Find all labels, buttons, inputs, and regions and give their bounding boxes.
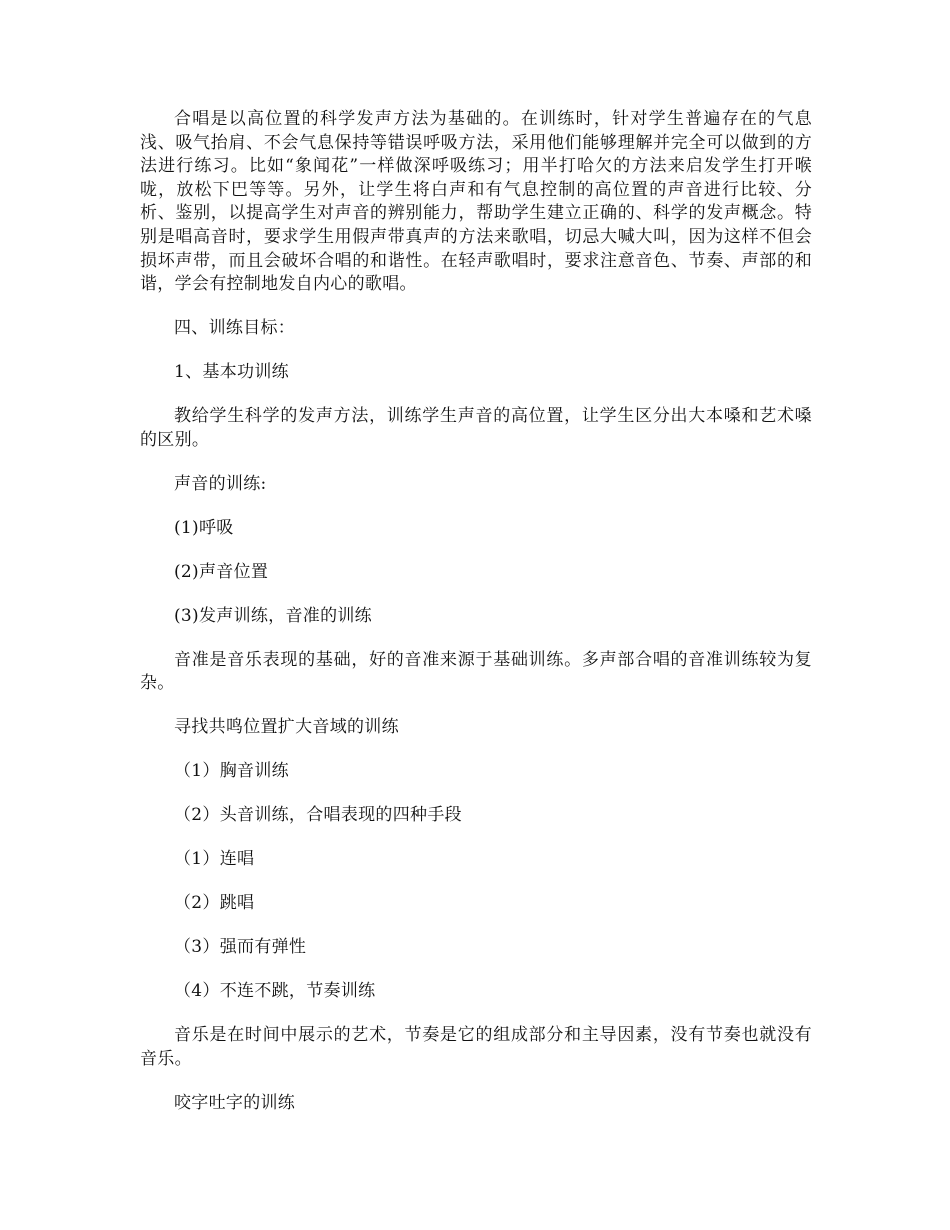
list-item: (3)发声训练，音准的训练 [174,605,372,626]
heading-voice-training: 声音的训练: [174,473,267,494]
list-item: （2）跳唱 [174,893,255,914]
heading-diction-training: 咬字吐字的训练 [174,1092,296,1113]
document-body [140,108,812,1115]
heading-basic-training: 1、基本功训练 [174,362,289,383]
list-item: （4）不连不跳，节奏训练 [174,981,376,1002]
heading-training-goals: 四、训练目标： [174,318,296,339]
list-item: （2）头音训练，合唱表现的四种手段 [174,805,462,826]
list-item: （3）强而有弹性 [174,937,307,958]
list-item: (1)呼吸 [174,517,234,538]
list-item: （1）胸音训练 [174,761,289,782]
paragraph-intonation: 音准是音乐表现的基础，好的音准来源于基础训练。多声部合唱的音准训练较为复杂。 [140,649,812,694]
heading-resonance-training: 寻找共鸣位置扩大音域的训练 [174,717,399,738]
paragraph-vocal-method: 教给学生科学的发声方法，训练学生声音的高位置，让学生区分出大本嗓和艺术嗓的区别。 [140,406,812,450]
list-item: (2)声音位置 [174,561,269,582]
list-item: （1）连唱 [174,849,255,870]
paragraph-breathing-method: 合唱是以高位置的科学发声方法为基础的。在训练时，针对学生普遍存在的气息浅、吸气抬肩、不会气息保持等错误呼吸方法，采用他们能够理解并完全可以做到的方法进行练习。比如“象闻花”一样做深呼吸练习；用半打哈欠的方法来启发学生打开喉咙，放松下巴等等。另外，让学生将白声和有气息控制的高位置的声音进行比较、分析、鉴别，以提高学生对声音的辨别能力，帮助学生建立正确的、科学的发声概念。特别是唱高音时，要求学生用假声带真声的方法来歌唱，切忌大喊大叫，因为这样不但会损坏声带，而且会破坏合唱的和谐性。在轻声歌唱时，要求注意音色、节奏、声部的和谐，学会有控制地发自内心的歌唱。 [140,109,812,295]
paragraph-rhythm: 音乐是在时间中展示的艺术，节奏是它的组成部分和主导因素，没有节奏也就没有音乐。 [140,1025,812,1069]
